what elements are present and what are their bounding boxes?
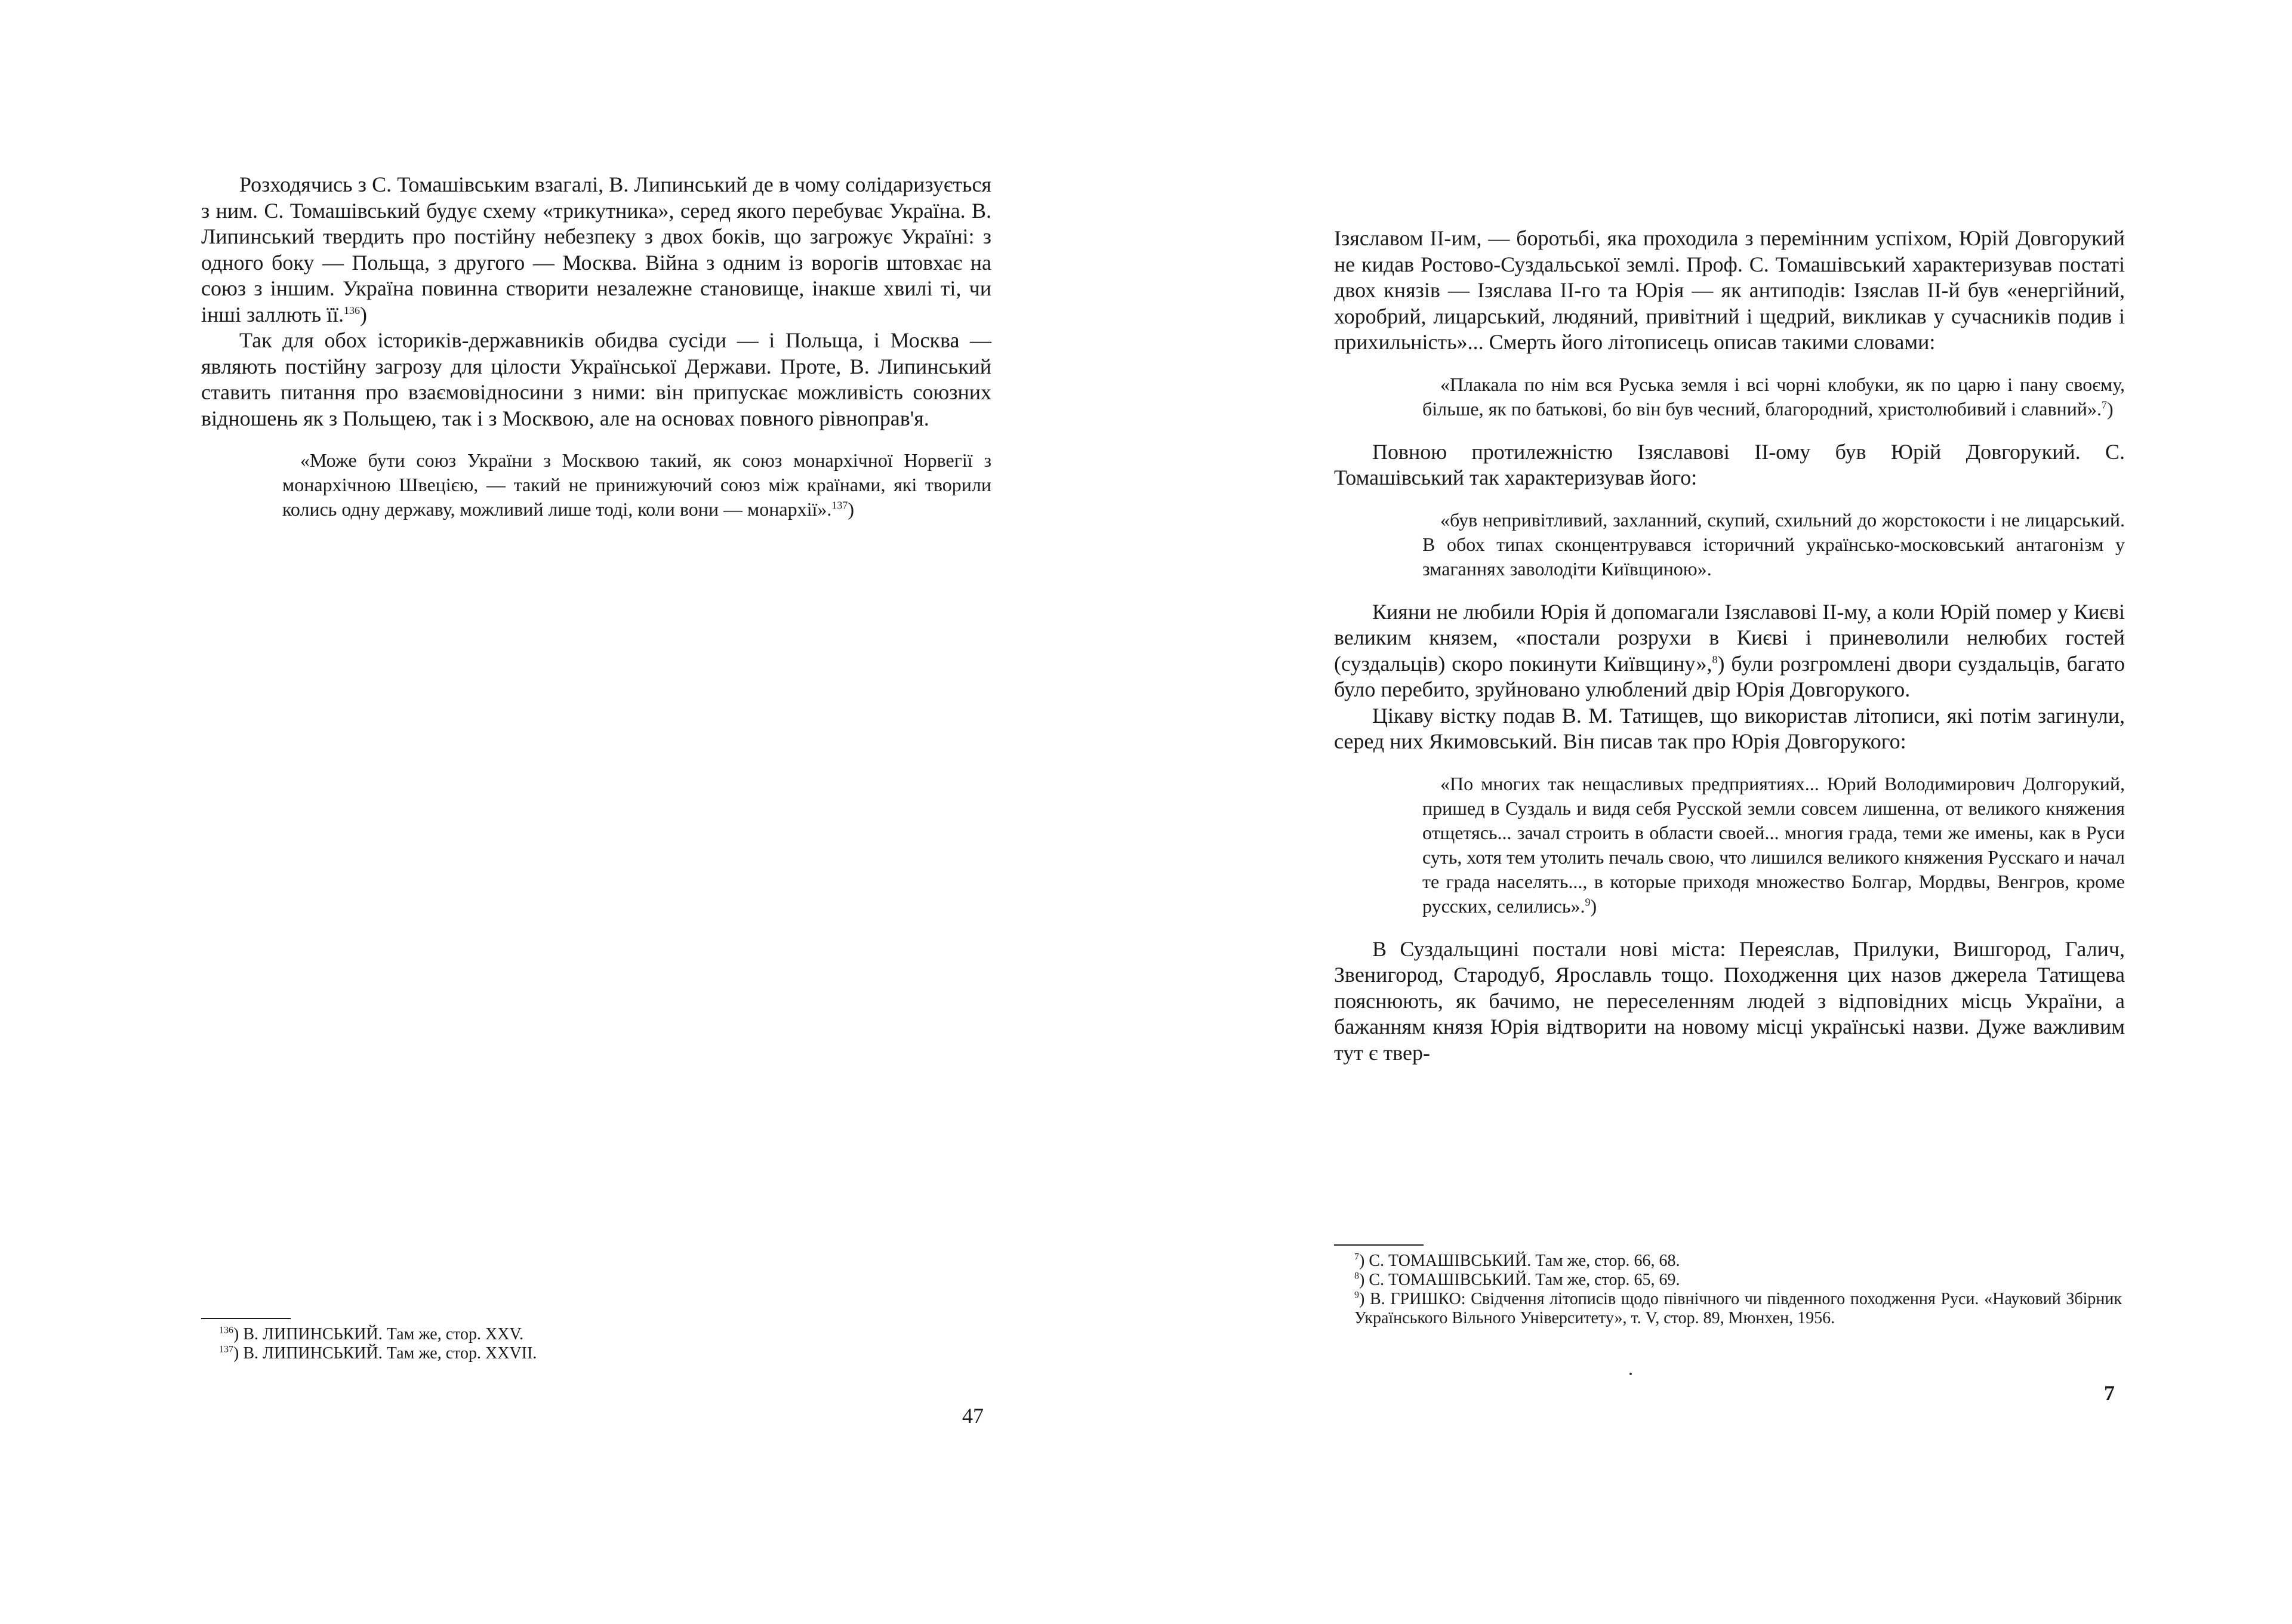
- footnote-136: $^{136}$) В. ЛИПИНСЬКИЙ. Там же, стор. XXV.: [219, 1325, 524, 1343]
- footnote-137: $^{137}$) В. ЛИПИНСЬКИЙ. Там же, стор. XXVII.: [219, 1344, 537, 1363]
- left-footnotes: [201, 1318, 917, 1363]
- footnote-7: $^7$) С. ТОМАШІВСЬКИЙ. Там же, стор. 66, 68.: [1354, 1252, 1680, 1270]
- page-number-right: 7: [2104, 1381, 2115, 1405]
- scan-speck: [1629, 1373, 1632, 1375]
- footnote-9: $^9$) В. ГРИШКО: Свідчення літописів щодо північного чи південного походження Руси. «Науковий Збірник Українського Вільного Університету», т. V, стор. 89, Мюнхен, 1956.: [1354, 1290, 2122, 1327]
- right-quote-1: «Плакала по нім вся Руська земля і всі чорні клобуки, як по царю і пану своєму, більше, як по батькові, бо він був чесний, благородний, христолюбивий і славний».$^7$): [1422, 373, 2125, 420]
- page-number-left: 47: [962, 1404, 984, 1428]
- footnote-divider: [1334, 1244, 1424, 1246]
- right-paragraph-4: Цікаву вістку подав В. М. Татищев, що використав літописи, які потім загинули, серед них Якимовський. Він писав так про Юрія Довгорукого:: [1334, 703, 2125, 753]
- right-quote-3: «По многих так нещасливых предприятиях... Юрий Володимирович Долгорукий, пришед в Суздаль и видя себя Русской земли совсем лишенна, от великого княжения отщетясь... зачал строить в области своей... многия града, теми же имены, как в Руси суть, хотя тем утолить печаль свою, что лишился великого княжения Русскаго и начал те града населять..., в которые приходя множество Болгар, Мордвы, Венгров, кроме русских, селились».$^9$): [1422, 772, 2125, 917]
- footnote-ref-9[interactable]: 9: [1585, 895, 1591, 908]
- right-footnotes: [1334, 1244, 2122, 1328]
- footnote-8: $^8$) С. ТОМАШІВСЬКИЙ. Там же, стор. 65, 69.: [1354, 1271, 1680, 1289]
- right-paragraph-2: Повною протилежністю Ізяславові II-ому був Юрій Довгорукий. С. Томашівський так характеризував його:: [1334, 439, 2125, 489]
- left-paragraph-2: Так для обох істориків-державників обидва сусіди — і Польща, і Москва — являють постійну загрозу для цілости Української Держави. Проте, В. Липинський ставить питання про взаємовідносини з ними: він припускає можливість союзних відношень як з Польщею, так і з Москвою, але на основах повного рівноправ'я.: [201, 328, 991, 430]
- right-main-text: [1334, 226, 2125, 1066]
- right-paragraph-5: В Суздальщині постали нові міста: Переяслав, Прилуки, Вишгород, Галич, Звенигород, Стародуб, Ярославль тощо. Походження цих назов джерела Татищева пояснюють, як бачимо, не переселенням людей з відповідних місць України, а бажанням князя Юрія відтворити на новому місці українські назви. Дуже важливим тут є твер-: [1334, 936, 2125, 1065]
- footnote-ref-8[interactable]: 8: [1712, 653, 1718, 665]
- left-quote: «Може бути союз України з Москвою такий, як союз монархічної Норвегії з монархічною Швецією, — такий не принижуючий союз між країнами, які творили колись одну державу, можливий лише тоді, коли вони — монархії».$^{137}$): [282, 449, 991, 520]
- left-paragraph-1: Розходячись з С. Томашівським взагалі, В. Липинський де в чому солідаризується з ним. С. Томашівський будує схему «трикутника», серед якого перебуває Україна. В. Липинський твердить про постійну небезпеку з двох боків, що загрожує Україні: з одного боку — Польща, з другого — Москва. Війна з одним із ворогів штовхає на союз з іншим. Україна повинна створити незалежне становище, інакше хвилі ті, чи інші заллють її.$^{136}$): [201, 172, 991, 326]
- right-quote-2: «був непривітливий, захланний, скупий, схильний до жорстокости і не лицарський. В обох типах сконцентрувався історичний українсько-московський антагонізм у змаганнях заволодіти Київщиною».: [1422, 509, 2125, 580]
- left-main-text: [201, 172, 991, 540]
- right-paragraph-1: Ізяславом II-им, — боротьбі, яка проходила з перемінним успіхом, Юрій Довгорукий не кидав Ростово-Суздальської землі. Проф. С. Томашівський характеризував постаті двох князів — Ізяслава II-го та Юрія — як антиподів: Ізяслав II-й був «енергійний, хоробрий, лицарський, людяний, привітний і щедрий, викликав у сучасників подив і прихильність»... Смерть його літописець описав такими словами:: [1334, 226, 2125, 354]
- footnote-ref-137[interactable]: 137: [831, 499, 848, 511]
- footnote-ref-7[interactable]: 7: [2101, 398, 2107, 411]
- footnote-ref-136[interactable]: 136: [344, 304, 361, 316]
- right-page: [1146, 0, 2292, 1624]
- footnote-divider: [201, 1318, 291, 1319]
- right-paragraph-3: Кияни не любили Юрія й допомагали Ізяславові II-му, а коли Юрій помер у Києві великим князем, «постали розрухи в Києві і приневолили нелюбих гостей (суздальців) скоро покинути Київщину»,$^8$) були розгромлені двори суздальців, багато було перебито, зруйновано улюблений двір Юрія Довгорукого.: [1334, 599, 2125, 701]
